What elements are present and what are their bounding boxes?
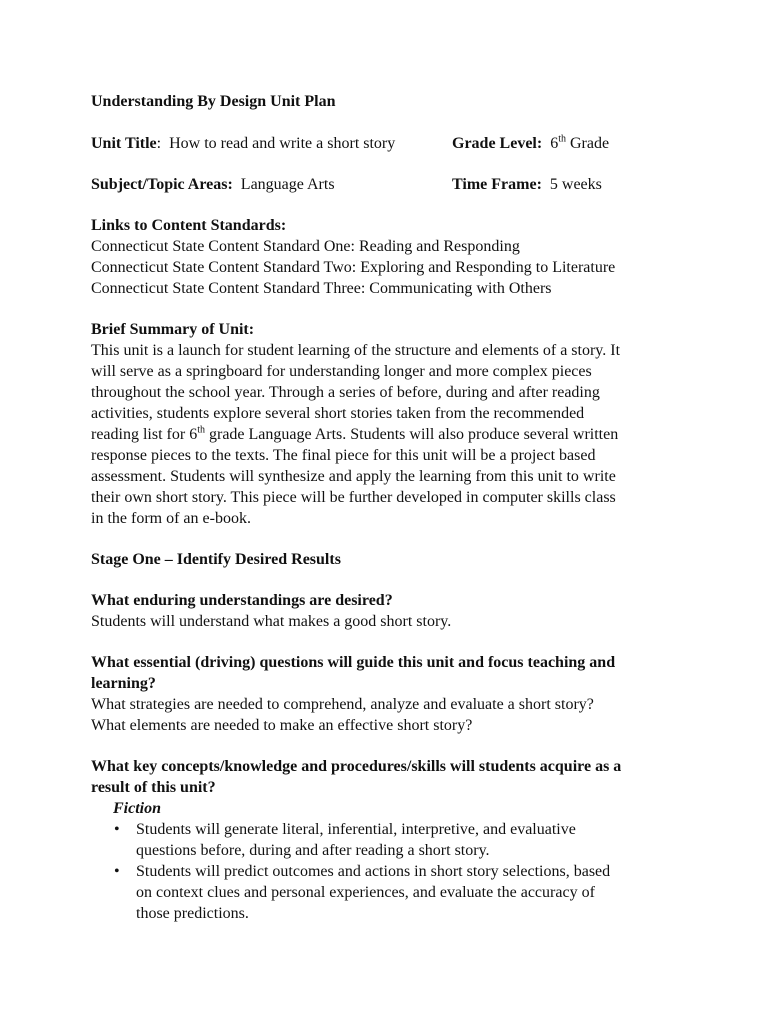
essential-question: What essential (driving) questions will guide this unit and focus teaching and xyxy=(91,654,616,671)
summary-line: This unit is a launch for student learning of the structure and elements of a story. It xyxy=(91,342,621,359)
unit-title-value: How to read and write a short story xyxy=(169,135,396,152)
time-frame-label: Time Frame: xyxy=(452,176,542,193)
fiction-bullet-list xyxy=(91,819,691,924)
time-frame-field xyxy=(452,174,602,195)
grade-level-number: 6 xyxy=(550,135,559,152)
enduring-answer: Students will understand what makes a good short story. xyxy=(91,613,452,630)
subject-row xyxy=(91,174,691,195)
enduring-question: What enduring understandings are desired? xyxy=(91,592,393,609)
subject-field xyxy=(91,176,335,193)
unit-title-label: Unit Title xyxy=(91,135,157,152)
grade-level-label: Grade Level: xyxy=(452,135,543,152)
time-frame-value: 5 weeks xyxy=(549,176,602,193)
key-concepts-question: What key concepts/knowledge and procedures/skills will students acquire as a xyxy=(91,758,622,775)
essential-answer: What strategies are needed to comprehend, analyze and evaluate a short story? xyxy=(91,696,594,713)
subject-label: Subject/Topic Areas: xyxy=(91,176,233,193)
list-item xyxy=(91,819,691,861)
list-item xyxy=(91,861,691,924)
summary-line: their own short story. This piece will be further developed in computer skills class xyxy=(91,489,616,506)
essential-question: learning? xyxy=(91,675,156,692)
key-concepts-question: result of this unit? xyxy=(91,779,216,796)
summary-line xyxy=(91,424,691,445)
list-item-line: Students will generate literal, inferential, interpretive, and evaluative xyxy=(136,821,576,838)
bullet-icon: • xyxy=(114,863,120,880)
fiction-subheading: Fiction xyxy=(113,800,162,817)
summary-heading: Brief Summary of Unit: xyxy=(91,321,255,338)
summary-line: activities, students explore several short stories taken from the recommended xyxy=(91,405,585,422)
standard-line: Connecticut State Content Standard One: Reading and Responding xyxy=(91,238,520,255)
document-page xyxy=(91,91,691,924)
unit-title-field: Unit Title: How to read and write a short story xyxy=(91,135,396,152)
list-item-line: questions before, during and after reading a short story. xyxy=(136,842,490,859)
summary-line: will serve as a springboard for understanding longer and more complex pieces xyxy=(91,363,592,380)
essential-answer: What elements are needed to make an effective short story? xyxy=(91,717,473,734)
grade-level-field xyxy=(452,133,609,154)
document-title: Understanding By Design Unit Plan xyxy=(91,93,336,110)
list-item-line: on context clues and personal experiences, and evaluate the accuracy of xyxy=(136,884,595,901)
list-item-line: Students will predict outcomes and actions in short story selections, based xyxy=(136,863,611,880)
grade-level-word: Grade xyxy=(569,135,610,152)
summary-text: grade Language Arts. Students will also produce several written xyxy=(204,426,619,443)
links-heading: Links to Content Standards: xyxy=(91,217,287,234)
stage-one-heading: Stage One – Identify Desired Results xyxy=(91,551,341,568)
summary-line: throughout the school year. Through a series of before, during and after reading xyxy=(91,384,600,401)
unit-title-row xyxy=(91,133,691,154)
grade-level-suffix: th xyxy=(558,133,566,145)
summary-line: in the form of an e-book. xyxy=(91,510,251,527)
bullet-icon: • xyxy=(114,821,120,838)
summary-line: response pieces to the texts. The final piece for this unit will be a project based xyxy=(91,447,596,464)
grade-suffix: th xyxy=(197,424,205,436)
summary-line: assessment. Students will synthesize and apply the learning from this unit to write xyxy=(91,468,616,485)
standard-line: Connecticut State Content Standard Two: Exploring and Responding to Literature xyxy=(91,259,616,276)
subject-value: Language Arts xyxy=(240,176,335,193)
summary-text: reading list for 6 xyxy=(91,426,198,443)
list-item-line: those predictions. xyxy=(136,905,249,922)
standard-line: Connecticut State Content Standard Three: Communicating with Others xyxy=(91,280,552,297)
